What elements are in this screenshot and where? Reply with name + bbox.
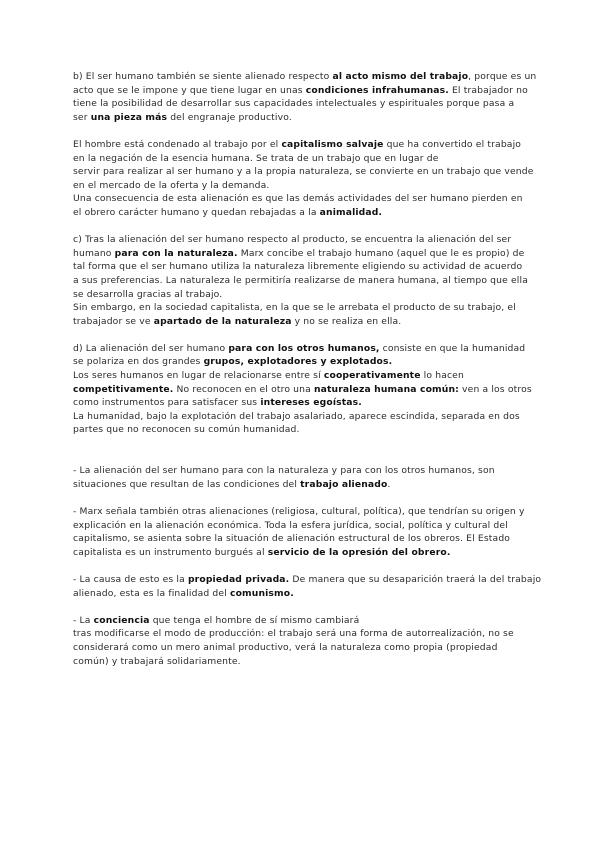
text-segment: el obrero carácter humano y quedan rebajadas a la (73, 206, 320, 218)
bold-text: comunismo. (229, 587, 294, 599)
text-segment: humano (73, 247, 115, 259)
text-segment: d) La alienación del ser humano (73, 342, 229, 354)
text-line (73, 342, 533, 356)
text-segment: acto que se le impone y que tiene lugar en unas (73, 84, 306, 96)
text-segment: Una consecuencia de esta alienación es que las demás actividades del ser humano pierden en (73, 193, 523, 205)
text-segment: partes que no reconocen su común humanidad. (73, 424, 300, 436)
text-line (73, 655, 533, 669)
bold-text: grupos, explotadores y explotados. (203, 356, 393, 368)
text-segment: en la negación de la esencia humana. Se trata de un trabajo que en lugar de (73, 152, 439, 164)
text-segment: ven a los otros (458, 383, 532, 395)
bold-text: cooperativamente (323, 370, 421, 382)
text-line (73, 519, 533, 533)
text-line (73, 260, 533, 274)
text-segment: . (387, 478, 391, 490)
text-segment: , porque es un (468, 71, 537, 82)
text-segment: alienado, esta es la finalidad del (73, 587, 230, 599)
text-segment: tiene la posibilidad de desarrollar sus capacidades intelectuales y espirituales porque pasa a (73, 98, 515, 110)
text-line (73, 152, 533, 166)
bold-text: para con la naturaleza. (114, 247, 238, 259)
bold-text: para con los otros humanos, (228, 342, 380, 354)
text-segment: capitalista es un instrumento burgués al (73, 546, 268, 558)
text-line (73, 301, 533, 315)
text-segment: y no se realiza en ella. (291, 315, 402, 327)
bold-text: apartado de la naturaleza (153, 315, 292, 327)
bold-text: trabajo alienado (300, 478, 388, 490)
text-segment: tras modificarse el modo de producción: el trabajo será una forma de autorrealización, no se (73, 628, 514, 640)
text-line (73, 423, 533, 437)
text-segment: como instrumentos para satisfacer sus (73, 397, 261, 409)
text-segment: Marx concibe el trabajo humano (aquel que le es propio) de (237, 247, 525, 259)
text-segment: explicación en la alienación económica. Toda la esfera jurídica, social, política y cultural del (73, 519, 508, 531)
text-segment: c) Tras la alienación del ser humano respecto al producto, se encuentra la alienación del ser (73, 234, 512, 246)
text-line (73, 84, 533, 98)
text-segment: a sus preferencias. La naturaleza le permitiría realizarse de manera humana, al tiempo que ella (73, 274, 528, 286)
bold-text: propiedad privada. (187, 573, 290, 585)
text-segment: b) El ser humano también se siente alienado respecto (73, 71, 333, 82)
text-segment: ser (73, 111, 91, 123)
text-segment: del engranaje productivo. (167, 111, 292, 123)
bold-text: competitivamente. (73, 383, 174, 395)
text-line (73, 505, 533, 519)
text-line (73, 614, 533, 628)
text-segment: considerará como un mero animal productivo, verá la naturaleza como propia (propiedad (73, 641, 498, 653)
text-segment: - La causa de esto es la (73, 573, 188, 585)
text-line (73, 627, 533, 641)
paragraph-bullet-alienacion (73, 464, 533, 491)
text-segment: en el mercado de la oferta y la demanda. (73, 179, 270, 191)
text-line (73, 546, 533, 560)
text-segment: Los seres humanos en lugar de relacionarse entre sí (73, 370, 324, 382)
text-segment: que tenga el hombre de sí mismo cambiará (149, 614, 360, 626)
text-line (73, 383, 533, 397)
bold-text: animalidad. (319, 206, 383, 218)
text-segment: El trabajador no (448, 84, 528, 96)
text-segment: tal forma que el ser humano utiliza la naturaleza libremente eligiendo su actividad de acuerdo (73, 261, 523, 273)
bold-text: conciencia (93, 614, 150, 626)
text-line (73, 396, 533, 410)
text-line (73, 410, 533, 424)
paragraph-c (73, 233, 533, 328)
text-segment: servir para realizar al ser humano y a la propia naturaleza, se convierte en un trabajo que vende (73, 166, 534, 178)
text-line (73, 315, 533, 329)
text-line (73, 97, 533, 111)
text-line (73, 464, 533, 478)
bold-text: servicio de la opresión del obrero. (267, 546, 451, 558)
text-line (73, 587, 533, 601)
bold-text: capitalismo salvaje (281, 138, 384, 150)
text-line (73, 369, 533, 383)
text-segment: La humanidad, bajo la explotación del trabajo asalariado, aparece escindida, separada en dos (73, 410, 520, 422)
text-line (73, 288, 533, 302)
text-segment: que ha convertido el trabajo (383, 138, 522, 150)
text-segment: El hombre está condenado al trabajo por el (73, 138, 282, 150)
bold-text: una pieza más (90, 111, 168, 123)
bold-text: al acto mismo del trabajo (332, 71, 469, 82)
paragraph-capitalismo (73, 138, 533, 220)
text-segment: - La (73, 614, 94, 626)
paragraph-bullet-causa (73, 573, 542, 600)
text-segment: De manera que su desaparición traerá la del trabajo (289, 573, 542, 585)
text-line (73, 478, 533, 492)
paragraph-bullet-marx (73, 505, 533, 559)
text-segment: capitalismo, se asienta sobre la situación de alienación estructural de los obreros. El Estado (73, 533, 511, 545)
text-line (73, 70, 537, 84)
document-body (73, 70, 542, 682)
text-segment: - Marx señala también otras alienaciones (religiosa, cultural, política), que tendrían su origen y (73, 506, 525, 517)
text-line (73, 192, 533, 206)
text-line (73, 573, 542, 587)
bold-text: intereses egoístas. (260, 397, 362, 409)
text-segment: - La alienación del ser humano para con la naturaleza y para con los otros humanos, son (73, 465, 495, 477)
text-line (73, 355, 533, 369)
text-segment: común) y trabajará solidariamente. (73, 655, 241, 667)
text-line (73, 233, 533, 247)
paragraph-bullet-conciencia (73, 614, 533, 668)
text-line (73, 247, 533, 261)
text-segment: situaciones que resultan de las condiciones del (73, 478, 301, 490)
text-line (73, 532, 533, 546)
text-segment: trabajador se ve (73, 315, 154, 327)
text-line (73, 274, 533, 288)
paragraph-b (73, 70, 537, 124)
text-segment: consiste en que la humanidad (379, 342, 526, 354)
bold-text: condiciones infrahumanas. (305, 84, 449, 96)
text-line (73, 179, 533, 193)
section-gap (73, 451, 533, 465)
text-segment: se polariza en dos grandes (73, 356, 204, 368)
bold-text: naturaleza humana común: (313, 383, 459, 395)
text-line (73, 138, 533, 152)
text-line (73, 111, 533, 125)
paragraph-d (73, 342, 533, 437)
text-line (73, 165, 533, 179)
text-line (73, 206, 533, 220)
text-segment: No reconocen en el otro una (173, 383, 314, 395)
text-segment: lo hacen (420, 370, 464, 382)
text-segment: se desarrolla gracias al trabajo. (73, 288, 223, 300)
text-segment: Sin embargo, en la sociedad capitalista, en la que se le arrebata el producto de su trabajo, el (73, 302, 516, 314)
text-line (73, 641, 533, 655)
